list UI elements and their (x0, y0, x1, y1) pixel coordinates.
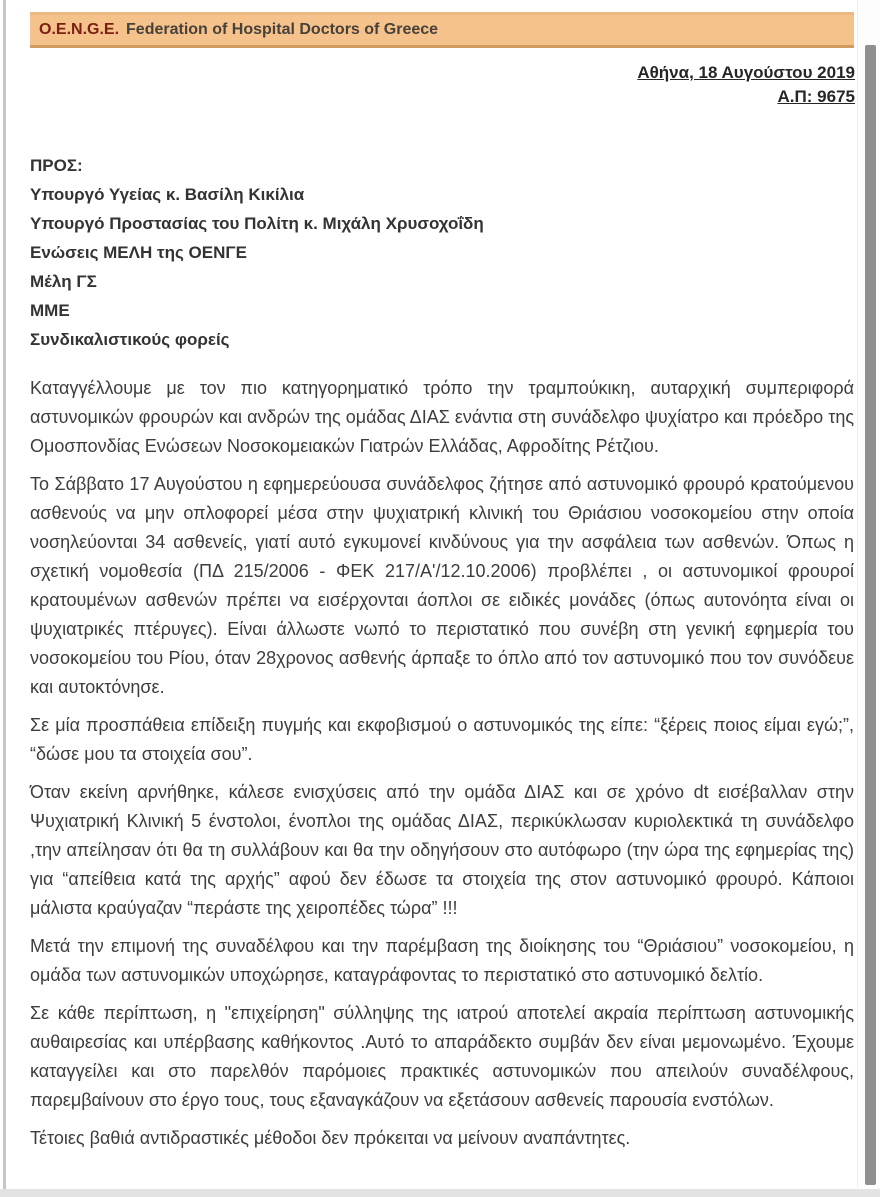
page-bottom-edge (0, 1189, 880, 1197)
recipient-line: ΜΜΕ (30, 301, 70, 320)
paragraph: Καταγγέλλουμε με τον πιο κατηγορηματικό τρόπο την τραμπούκικη, αυταρχική συμπεριφορά αστυνομικών φρουρών και ανδρών της ομάδας ΔΙΑΣ ενάντια στη συνάδελφο ψυχίατρο και πρόεδρο της Ομοσπονδίας Ενώσεων Νοσοκομειακών Γιατρών Ελλάδας, Αφροδίτης Ρέτζιου. (30, 378, 854, 456)
recipients-label: ΠΡΟΣ: (30, 156, 83, 175)
paragraph: Όταν εκείνη αρνήθηκε, κάλεσε ενισχύσεις από την ομάδα ΔΙΑΣ και σε χρόνο dt εισέβαλλαν στην Ψυχιατρική Κλινική 5 ένστολοι, ένοπλοι της ομάδας ΔΙΑΣ, περικύκλωσαν κυριολεκτικά τη συνάδελφο ,την απείλησαν ότι θα τη συλλάβουν και θα την οδηγήσουν στο αυτόφωρο (την ώρα της εφημερίας της) για “απείθεια κατά της αρχής” αφού δεν έδωσε τα στοιχεία της στον αστυνομικό φρουρό. Κάποιοι μάλιστα κραύγαζαν “περάστε της χειροπέδες τώρα” !!! (30, 782, 854, 918)
recipient-line: Υπουργό Προστασίας του Πολίτη κ. Μιχάλη Χρυσοχοΐδη (30, 214, 484, 233)
page-left-edge (3, 0, 6, 1197)
org-subtitle: Federation of Hospital Doctors of Greece (126, 21, 439, 38)
paragraph: Μετά την επιμονή της συναδέλφου και την παρέμβαση της διοίκησης του “Θριάσιου” νοσοκομείου, η ομάδα των αστυνομικών υποχώρησε, καταγράφοντας το περιστατικό στο αστυνομικό δελτίο. (30, 936, 854, 985)
recipients-block (30, 151, 484, 354)
paragraph: Σε κάθε περίπτωση, η "επιχείρηση" σύλληψης της ιατρού αποτελεί ακραία περίπτωση αστυνομικής αυθαιρεσίας και υπέρβασης καθήκοντος .Αυτό το απαράδεκτο συμβάν δεν είναι μεμονωμένο. Έχουμε καταγγείλει και στο παρελθόν παρόμοιες πρακτικές αστυνομικών που απειλούν συναδέλφους, παρεμβαίνουν στο έργο τους, τους εξαναγκάζουν να εξετάσουν ασθενείς παρουσία ενστόλων. (30, 1003, 854, 1110)
letter-body (30, 374, 854, 1162)
org-name: O.E.N.G.E. (39, 21, 120, 38)
scrollbar-thumb[interactable] (865, 45, 876, 1185)
recipient-line: Συνδικαλιστικούς φορείς (30, 330, 230, 349)
recipient-line: Υπουργό Υγείας κ. Βασίλη Κικίλια (30, 185, 305, 204)
recipient-line: Μέλη ΓΣ (30, 272, 97, 291)
letter-meta (637, 61, 855, 109)
paragraph: Τέτοιες βαθιά αντιδραστικές μέθοδοι δεν πρόκειται να μείνουν αναπάντητες. (30, 1128, 631, 1148)
paragraph: Σε μία προσπάθεια επίδειξη πυγμής και εκφοβισμού ο αστυνομικός της είπε: “ξέρεις ποιος είμαι εγώ;”, “δώσε μου τα στοιχεία σου”. (30, 715, 854, 764)
letter-date: Αθήνα, 18 Αυγούστου 2019 (637, 63, 855, 82)
recipient-line: Ενώσεις ΜΕΛΗ της ΟΕΝΓΕ (30, 243, 247, 262)
org-banner (30, 12, 854, 48)
protocol-number: Α.Π: 9675 (777, 87, 855, 106)
paragraph: Το Σάββατο 17 Αυγούστου η εφημερεύουσα συνάδελφος ζήτησε από αστυνομικό φρουρό κρατούμενου ασθενούς να μην οπλοφορεί μέσα στην ψυχιατρική κλινική του Θριάσιου νοσοκομείου στην οποία νοσηλεύονται 34 ασθενείς, γιατί αυτό εγκυμονεί κινδύνους για την ασφάλεια των ασθενών. Όπως η σχετική νομοθεσία (ΠΔ 215/2006 - ΦΕΚ 217/Α'/12.10.2006) προβλέπει , οι αστυνομικοί φρουροί κρατουμένων ασθενών πρέπει να εισέρχονται άοπλοι σε ειδικές μονάδες (όπως αυτονόητα είναι οι ψυχιατρικές πτέρυγες). Είναι άλλωστε νωπό το περιστατικό που συνέβη στη γενική εφημερία του νοσοκομείου του Ρίου, όταν 28χρονος ασθενής άρπαξε το όπλο από τον αστυνομικό που τον συνόδευε και αυτοκτόνησε. (30, 474, 854, 697)
